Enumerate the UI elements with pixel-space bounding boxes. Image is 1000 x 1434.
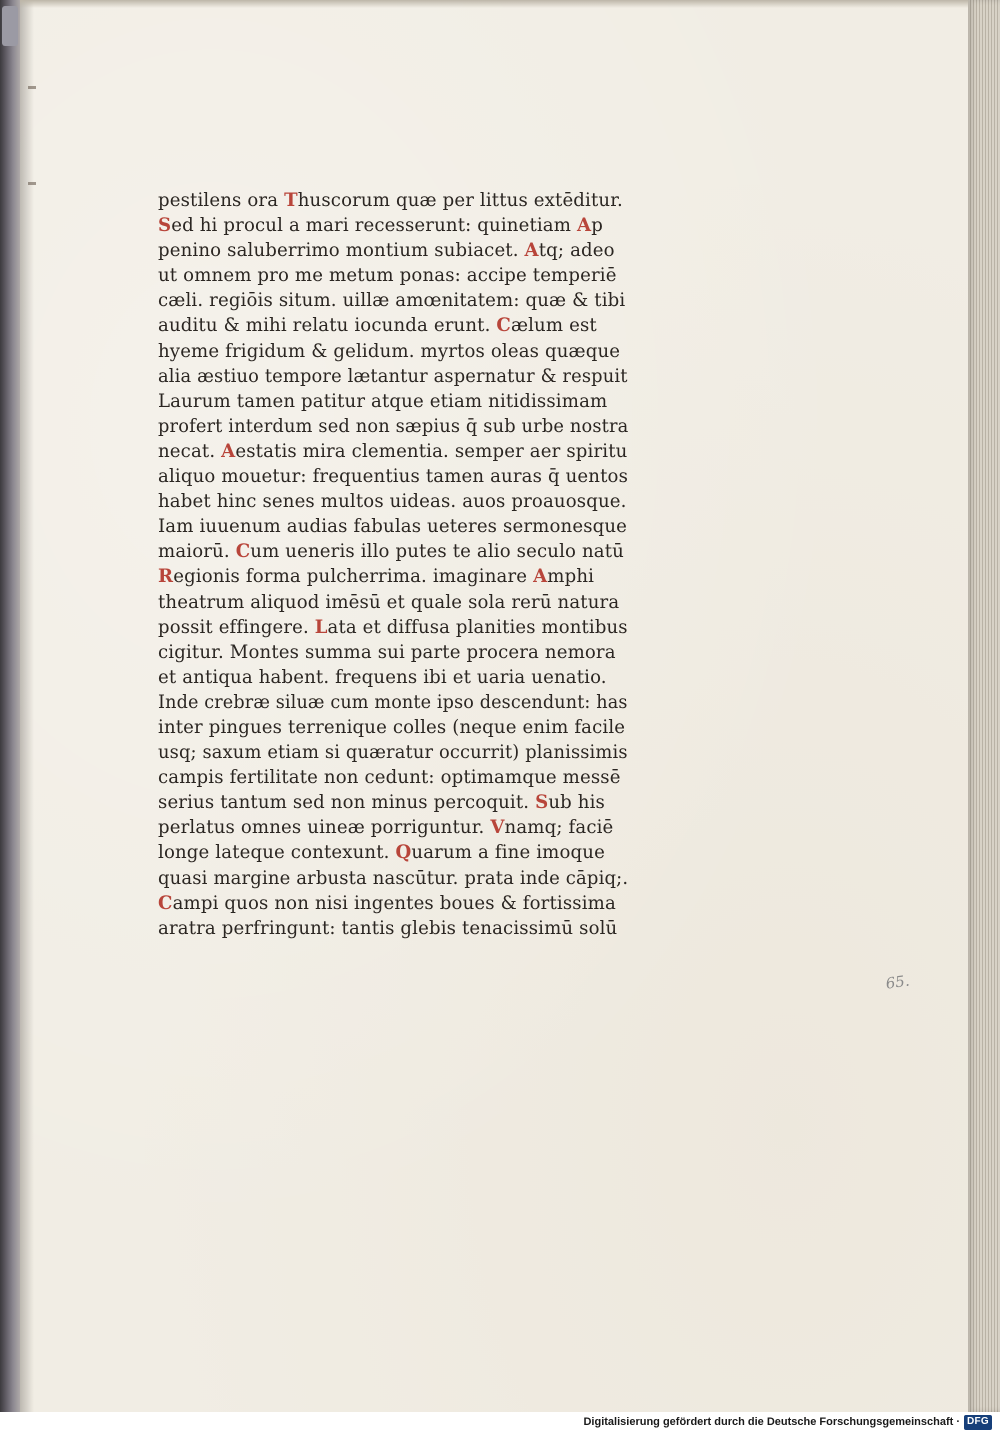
text-line (158, 765, 628, 790)
margin-mark (28, 86, 36, 89)
text-segment: ub his (548, 792, 605, 814)
text-line (158, 891, 628, 916)
text-line (158, 439, 628, 464)
text-line (158, 188, 628, 213)
text-segment: cæli. regiōis situm. uillæ amœnitatem: quæ & tibi (158, 290, 626, 312)
text-line (158, 288, 628, 313)
text-line (158, 665, 628, 690)
text-segment: Laurum tamen patitur atque etiam nitidissimam (158, 390, 608, 412)
text-line (158, 514, 628, 539)
text-segment: alia æstiuo tempore lætantur aspernatur & respuit (158, 365, 628, 387)
rubricated-initial: S (535, 792, 549, 814)
rubricated-initial: A (576, 215, 592, 237)
text-segment: campis fertilitate non cedunt: optimamque messē (158, 767, 621, 789)
text-line (158, 690, 628, 715)
text-line (158, 740, 628, 765)
dfg-logo-text: DFG (967, 1416, 990, 1427)
text-line (158, 790, 628, 815)
incunable-text-block (158, 188, 638, 941)
rubricated-initial: S (158, 215, 172, 237)
text-line (158, 389, 628, 414)
text-line (158, 414, 629, 439)
text-segment: uarum a fine imoque (411, 842, 605, 864)
rubricated-initial: V (490, 817, 505, 839)
text-line (158, 916, 628, 941)
text-segment: habet hinc senes multos uideas. auos proauosque. (158, 491, 627, 513)
text-segment: ælum est (510, 315, 597, 337)
text-segment: namq; faciē (504, 817, 614, 839)
text-segment: theatrum aliquod imēsū et quale sola rerū natura (158, 591, 620, 613)
text-segment: necat. (158, 440, 222, 462)
text-segment: ampi quos non nisi ingentes boues & fortissima (172, 892, 616, 914)
text-segment: usq; saxum etiam si quæratur occurrit) planissimis (158, 742, 628, 764)
text-line (158, 564, 628, 589)
text-segment: maiorū. (158, 541, 236, 563)
rubricated-initial: Q (395, 842, 412, 864)
text-segment: um ueneris illo putes te alio seculo natū (250, 541, 624, 563)
text-segment: quasi margine arbusta nascūtur. prata inde cāpiq;. (158, 867, 629, 889)
text-segment: p (591, 215, 603, 237)
rubricated-initial: A (221, 440, 236, 462)
text-segment: inter pingues terrenique colles (neque enim facile (158, 716, 626, 738)
text-segment: cigitur. Montes summa sui parte procera nemora (158, 641, 616, 663)
text-line (158, 313, 628, 338)
text-line (158, 539, 628, 564)
text-segment: serius tantum sed non minus percoquit. (158, 792, 536, 814)
text-line (158, 640, 628, 665)
text-line (158, 489, 628, 514)
text-line (158, 840, 628, 865)
gutter-shadow (20, 0, 34, 1412)
rubricated-initial: A (524, 240, 539, 262)
text-line (158, 815, 628, 840)
text-line (158, 263, 628, 288)
rubricated-initial: L (314, 616, 328, 638)
text-segment: egionis forma pulcherrima. imaginare (173, 566, 534, 588)
rubricated-initial: C (235, 541, 251, 563)
text-segment: aratra perfringunt: tantis glebis tenacissimū solū (158, 917, 618, 939)
book-binding-edge (0, 0, 22, 1412)
text-line (158, 866, 629, 891)
text-segment: Iam iuuenum audias fabulas ueteres sermonesque (158, 516, 628, 538)
text-line (158, 213, 628, 238)
text-segment: profert interdum sed non sæpius q̄ sub urbe nostra (158, 415, 629, 437)
text-segment: Inde crebræ siluæ cum monte ipso descendunt: has (158, 691, 628, 713)
text-segment: auditu & mihi relatu iocunda erunt. (158, 315, 497, 337)
page-top-edge (20, 0, 980, 8)
rubricated-initial: C (158, 892, 173, 914)
dfg-credit-text: Digitalisierung gefördert durch die Deutsche Forschungsgemeinschaft · (583, 1416, 960, 1428)
page-fore-edge (968, 0, 1000, 1412)
text-segment: et antiqua habent. frequens ibi et uaria uenatio. (158, 666, 607, 688)
text-segment: mphi (547, 566, 595, 588)
text-segment: ata et diffusa planities montibus (327, 616, 628, 638)
text-line (158, 590, 628, 615)
text-segment: tq; adeo (538, 240, 615, 262)
text-line (158, 464, 628, 489)
text-segment: aliquo mouetur: frequentius tamen auras q̄ uentos (158, 466, 629, 488)
rubricated-initial: T (284, 190, 298, 211)
text-segment: hyeme frigidum & gelidum. myrtos oleas quæque (158, 340, 621, 362)
rubricated-initial: R (158, 566, 174, 588)
text-segment: pestilens ora (158, 190, 285, 211)
text-segment: penino saluberrimo montium subiacet. (158, 240, 525, 262)
text-line (158, 339, 628, 364)
text-segment: possit effingere. (158, 616, 315, 638)
rubricated-initial: C (496, 315, 511, 337)
text-line (158, 615, 626, 640)
text-segment: ut omnem pro me metum ponas: accipe temperiē (158, 265, 617, 287)
text-segment: ed hi procul a mari recesserunt: quinetiam (171, 215, 577, 237)
text-segment: perlatus omnes uineæ porriguntur. (158, 817, 491, 839)
text-segment: estatis mira clementia. semper aer spiritu (235, 440, 628, 462)
text-line (158, 238, 628, 263)
folio-number: 65. (884, 971, 911, 993)
margin-mark (28, 182, 36, 185)
rubricated-initial: A (533, 566, 548, 588)
text-segment: longe lateque contexunt. (158, 842, 396, 864)
text-segment: huscorum quæ per littus extēditur. (297, 190, 623, 211)
dfg-logo-icon (964, 1415, 992, 1430)
text-line (158, 715, 628, 740)
text-line (158, 364, 628, 389)
